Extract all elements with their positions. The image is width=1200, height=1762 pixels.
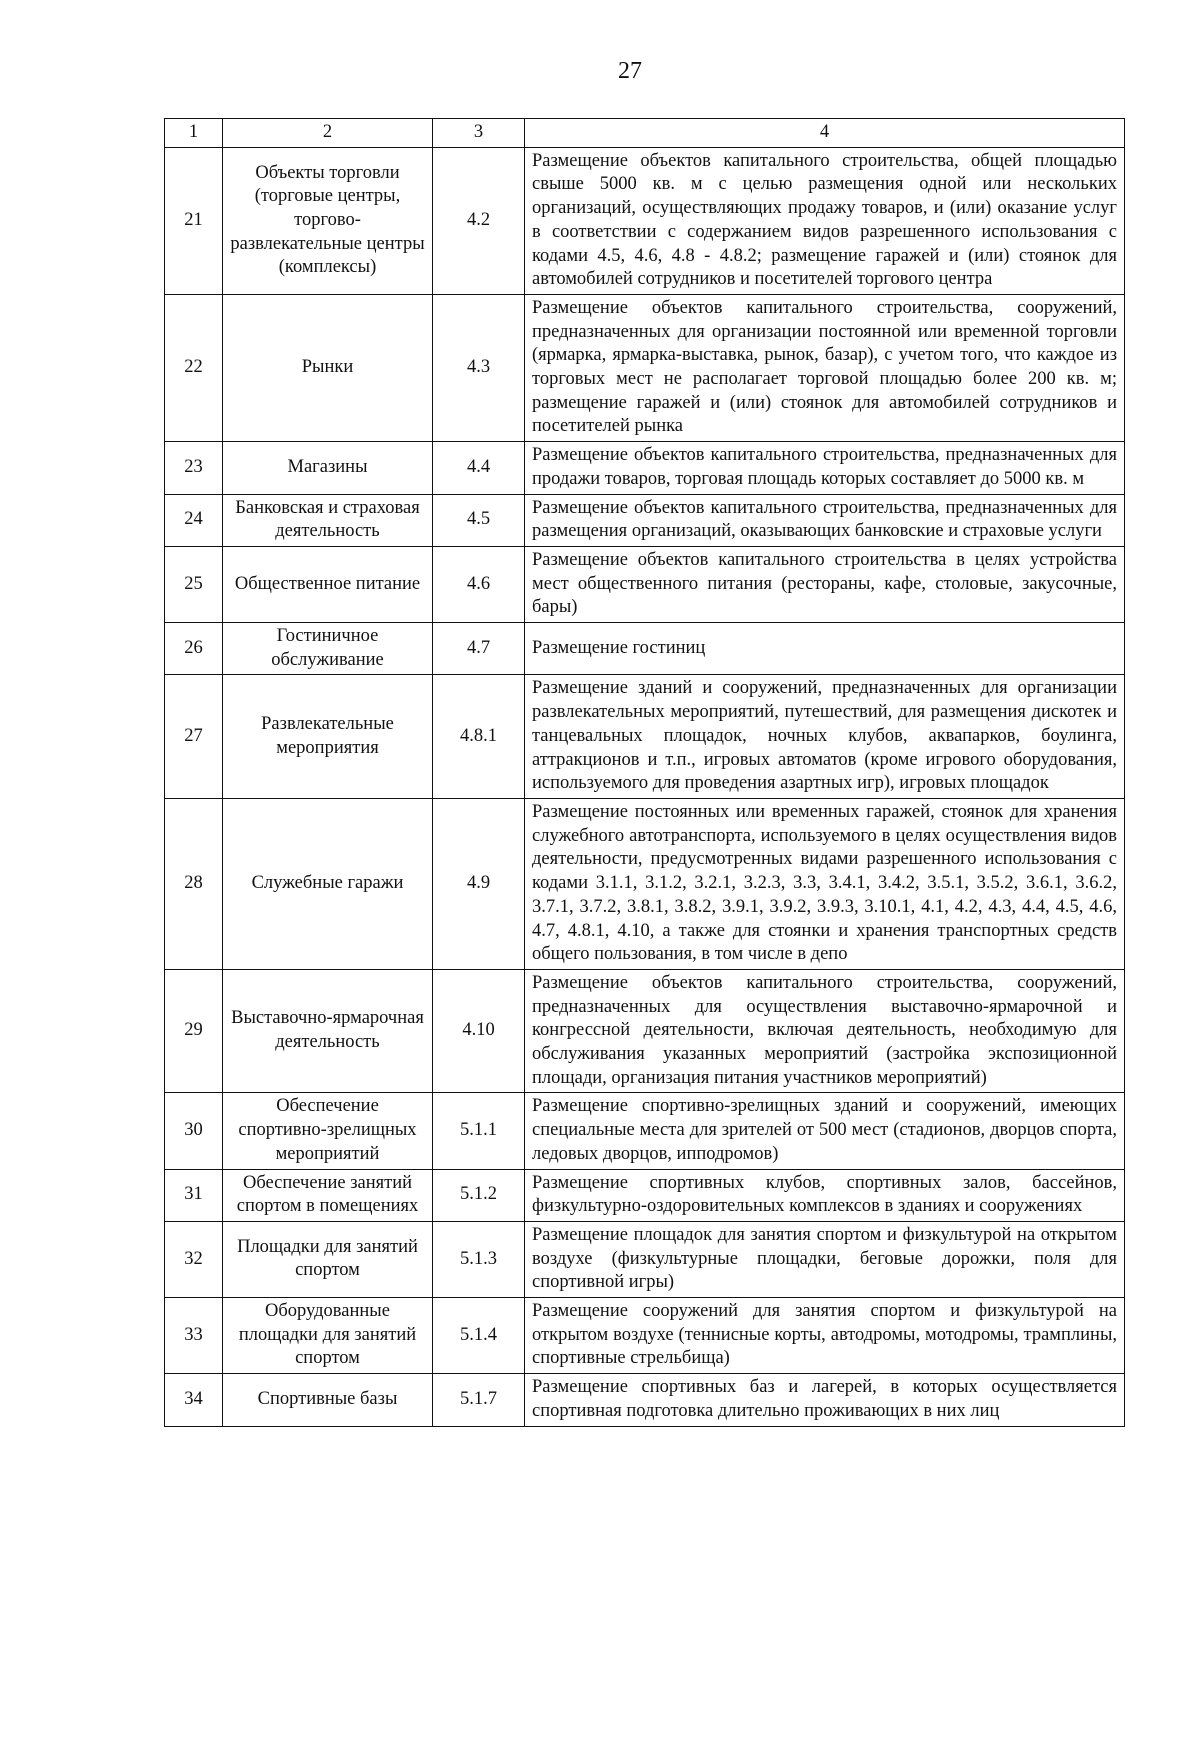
use-type-description: Размещение сооружений для занятия спортом и физкультурой на открытом воздухе (теннисные корты, автодромы, мотодромы, трамплины, спортивные стрельбища) [525, 1298, 1125, 1374]
table-header [165, 119, 1125, 148]
use-type-description: Размещение спортивных баз и лагерей, в которых осуществляется спортивная подготовка длительно проживающих в них лиц [525, 1374, 1125, 1426]
use-type-name: Обеспечение занятий спортом в помещениях [223, 1169, 433, 1221]
use-type-description: Размещение объектов капитального строительства, сооружений, предназначенных для организации постоянной или временной торговли (ярмарка, ярмарка-выставка, рынок, базар), с учетом того, что каждое из торговых мест не располагает торговой площадью более 200 кв. м; размещение гаражей и (или) стоянок для автомобилей сотрудников и посетителей рынка [525, 294, 1125, 441]
use-type-description: Размещение объектов капитального строительства, предназначенных для размещения организаций, оказывающих банковские и страховые услуги [525, 494, 1125, 546]
use-type-description: Размещение объектов капитального строительства, сооружений, предназначенных для осуществления выставочно-ярмарочной и конгрессной деятельности, включая деятельность, необходимую для обслуживания указанных мероприятий (застройка экспозиционной площади, организация питания участников мероприятий) [525, 969, 1125, 1093]
table-body [165, 147, 1125, 1426]
use-type-name: Площадки для занятий спортом [223, 1221, 433, 1297]
table-row [165, 294, 1125, 441]
use-type-description: Размещение зданий и сооружений, предназначенных для организации развлекательных мероприятий, путешествий, для размещения дискотек и танцевальных площадок, ночных клубов, аквапарков, боулинга, аттракционов и т.п., игровых автоматов (кроме игрового оборудования, используемого для проведения азартных игр), игровых площадок [525, 675, 1125, 799]
use-type-name: Оборудованные площадки для занятий спортом [223, 1298, 433, 1374]
use-type-code: 4.3 [433, 294, 525, 441]
table-row [165, 969, 1125, 1093]
use-type-description: Размещение гостиниц [525, 623, 1125, 675]
table-row [165, 798, 1125, 969]
table-row [165, 147, 1125, 294]
table-row [165, 546, 1125, 622]
row-number: 32 [165, 1221, 223, 1297]
table-row [165, 1374, 1125, 1426]
use-type-description: Размещение спортивно-зрелищных зданий и сооружений, имеющих специальные места для зрителей от 500 мест (стадионов, дворцов спорта, ледовых дворцов, ипподромов) [525, 1093, 1125, 1169]
use-type-code: 4.7 [433, 623, 525, 675]
use-type-name: Гостиничное обслуживание [223, 623, 433, 675]
row-number: 22 [165, 294, 223, 441]
use-type-name: Выставочно-ярмарочная деятельность [223, 969, 433, 1093]
use-type-name: Банковская и страховая деятельность [223, 494, 433, 546]
use-type-name: Объекты торговли (торговые центры, торгово-развлекательные центры (комплексы) [223, 147, 433, 294]
table-row [165, 1298, 1125, 1374]
row-number: 25 [165, 546, 223, 622]
use-type-description: Размещение объектов капитального строительства, предназначенных для продажи товаров, торговая площадь которых составляет до 5000 кв. м [525, 442, 1125, 494]
column-header-3: 3 [433, 119, 525, 148]
use-type-code: 4.9 [433, 798, 525, 969]
row-number: 23 [165, 442, 223, 494]
use-type-code: 5.1.4 [433, 1298, 525, 1374]
use-type-name: Обеспечение спортивно-зрелищных мероприятий [223, 1093, 433, 1169]
row-number: 34 [165, 1374, 223, 1426]
row-number: 24 [165, 494, 223, 546]
use-type-code: 4.8.1 [433, 675, 525, 799]
table-row [165, 494, 1125, 546]
use-type-code: 4.10 [433, 969, 525, 1093]
table-row [165, 442, 1125, 494]
use-type-name: Развлекательные мероприятия [223, 675, 433, 799]
row-number: 30 [165, 1093, 223, 1169]
land-use-table [164, 118, 1125, 1427]
use-type-code: 4.4 [433, 442, 525, 494]
row-number: 21 [165, 147, 223, 294]
use-type-description: Размещение площадок для занятия спортом и физкультурой на открытом воздухе (физкультурные площадки, беговые дорожки, поля для спортивной игры) [525, 1221, 1125, 1297]
use-type-description: Размещение объектов капитального строительства в целях устройства мест общественного питания (рестораны, кафе, столовые, закусочные, бары) [525, 546, 1125, 622]
use-type-name: Служебные гаражи [223, 798, 433, 969]
use-type-description: Размещение спортивных клубов, спортивных залов, бассейнов, физкультурно-оздоровительных комплексов в зданиях и сооружениях [525, 1169, 1125, 1221]
use-type-name: Спортивные базы [223, 1374, 433, 1426]
use-type-code: 5.1.2 [433, 1169, 525, 1221]
table-row [165, 675, 1125, 799]
row-number: 26 [165, 623, 223, 675]
column-header-1: 1 [165, 119, 223, 148]
use-type-name: Рынки [223, 294, 433, 441]
column-header-4: 4 [525, 119, 1125, 148]
table-row [165, 1093, 1125, 1169]
row-number: 29 [165, 969, 223, 1093]
page-number: 27 [618, 58, 642, 84]
table-row [165, 1221, 1125, 1297]
use-type-code: 5.1.3 [433, 1221, 525, 1297]
use-type-code: 4.2 [433, 147, 525, 294]
header-row [165, 119, 1125, 148]
use-type-name: Магазины [223, 442, 433, 494]
use-type-description: Размещение постоянных или временных гаражей, стоянок для хранения служебного автотранспорта, используемого в целях осуществления видов деятельности, предусмотренных видами разрешенного использования с кодами 3.1.1, 3.1.2, 3.2.1, 3.2.3, 3.3, 3.4.1, 3.4.2, 3.5.1, 3.5.2, 3.6.1, 3.6.2, 3.7.1, 3.7.2, 3.8.1, 3.8.2, 3.9.1, 3.9.2, 3.9.3, 3.10.1, 4.1, 4.2, 4.3, 4.4, 4.5, 4.6, 4.7, 4.8.1, 4.10, а также для стоянки и хранения транспортных средств общего пользования, в том числе в депо [525, 798, 1125, 969]
use-type-description: Размещение объектов капитального строительства, общей площадью свыше 5000 кв. м с целью размещения одной или нескольких организаций, осуществляющих продажу товаров, и (или) оказание услуг в соответствии с содержанием видов разрешенного использования с кодами 4.5, 4.6, 4.8 - 4.8.2; размещение гаражей и (или) стоянок для автомобилей сотрудников и посетителей торгового центра [525, 147, 1125, 294]
use-type-code: 4.5 [433, 494, 525, 546]
row-number: 28 [165, 798, 223, 969]
row-number: 33 [165, 1298, 223, 1374]
use-type-code: 5.1.7 [433, 1374, 525, 1426]
row-number: 27 [165, 675, 223, 799]
use-type-name: Общественное питание [223, 546, 433, 622]
table-row [165, 623, 1125, 675]
column-header-2: 2 [223, 119, 433, 148]
use-type-code: 5.1.1 [433, 1093, 525, 1169]
use-type-code: 4.6 [433, 546, 525, 622]
table-row [165, 1169, 1125, 1221]
row-number: 31 [165, 1169, 223, 1221]
